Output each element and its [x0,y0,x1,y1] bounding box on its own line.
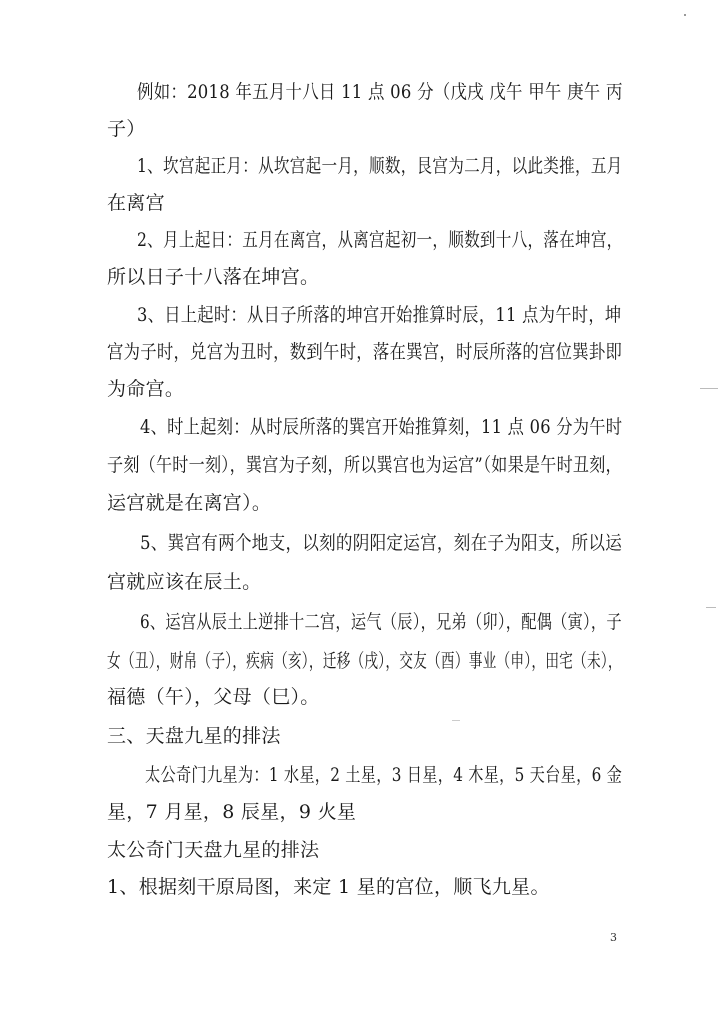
text-line: 太公奇门九星为：1 水星，2 土星，3 日星，4 木星，5 天台星，6 金 [145,764,623,786]
text-line: 1、坎宫起正月：从坎宫起一月，顺数，艮宫为二月，以此类推，五月 [137,155,623,177]
text-line: 子） [107,118,146,140]
section-heading: 三、天盘九星的排法 [107,725,281,747]
text-line: 6、运宫从辰土上逆排十二宫，运气（辰），兄弟（卯），配偶（寅），子 [140,611,622,633]
scan-speck [706,607,716,608]
text-line: 3、日上起时：从日子所落的坤宫开始推算时辰，11 点为午时，坤 [137,304,622,326]
text-line: 子刻（午时一刻），巽宫为子刻，所以巽宫也为运宫”（如果是午时丑刻， [107,454,622,476]
text-line: 2、月上起日：五月在离宫，从离宫起初一，顺数到十八，落在坤宫， [137,229,623,251]
scan-speck [684,14,686,16]
text-line: 例如：2018 年五月十八日 11 点 06 分（戊戌 戊午 甲午 庚午 丙 [137,81,623,103]
scan-speck [700,388,718,389]
text-line: 所以日子十八落在坤宫。 [107,266,320,288]
text-line: 运宫就是在离宫）。 [107,492,272,514]
text-line: 5、巽宫有两个地支，以刻的阴阳定运宫，刻在子为阳支，所以运 [140,532,623,554]
text-line: 1、根据刻干原局图，来定 1 星的宫位，顺飞九星。 [107,876,550,898]
text-line: 为命宫。 [107,378,185,400]
text-line: 4、时上起刻：从时辰所落的巽宫开始推算刻，11 点 06 分为午时 [140,416,623,438]
scan-speck [452,720,460,721]
text-line: 在离宫 [107,192,165,214]
text-line: 福德（午），父母（巳）。 [107,686,320,708]
text-line: 星，7 月星，8 辰星，9 火星 [107,801,357,823]
subsection-heading: 太公奇门天盘九星的排法 [107,839,320,861]
page-number: 3 [610,931,617,944]
text-line: 女（丑），财帛（子），疾病（亥），迁移（戌），交友（酉）事业（申），田宅（未）， [107,650,622,672]
text-line: 宫就应该在辰土。 [107,571,262,593]
text-line: 宫为子时，兑宫为丑时，数到午时，落在巽宫，时辰所落的宫位巽卦即 [107,341,623,363]
